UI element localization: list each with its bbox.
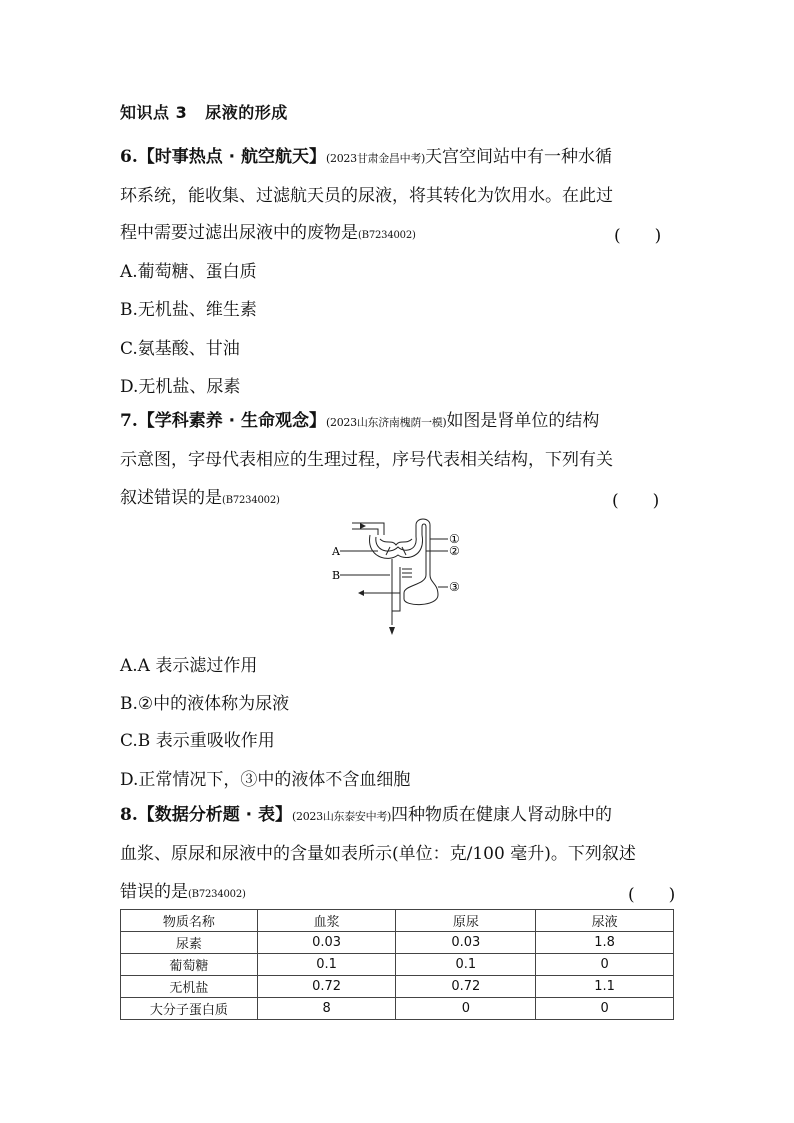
- q6-line3: [120, 221, 416, 248]
- q7-code: (B7234002): [222, 495, 280, 506]
- table-cell: 0.03: [257, 932, 396, 954]
- table-cell: 无机盐: [121, 976, 258, 998]
- table-row: [121, 976, 674, 998]
- q8-line3: [120, 880, 246, 907]
- q7-tag: 【学科素养 · 生命观念】: [137, 411, 327, 431]
- section-title: 尿液的形成: [205, 103, 288, 122]
- label-3: ③: [449, 580, 460, 594]
- table-cell: 0: [536, 954, 674, 976]
- table-cell: 大分子蛋白质: [121, 998, 258, 1020]
- q6-option-a[interactable]: A.葡萄糖、蛋白质: [120, 262, 257, 282]
- glomerulus: [380, 539, 412, 545]
- q7-line1: [120, 409, 599, 435]
- q6-answer-blank[interactable]: ( ): [614, 226, 662, 246]
- q7-line3: [120, 486, 280, 513]
- table-row: [121, 932, 674, 954]
- table-row: [121, 998, 674, 1020]
- q6-number: 6.: [120, 147, 138, 167]
- q8-text-1: 四种物质在健康人肾动脉中的: [391, 805, 613, 825]
- table-cell: 0.72: [396, 976, 536, 998]
- q8-answer-blank[interactable]: ( ): [628, 885, 676, 905]
- table-cell: 0.72: [257, 976, 396, 998]
- q7-number: 7.: [120, 411, 138, 431]
- q8-line2: 血浆、原尿和尿液中的含量如表所示(单位：克/100 毫升)。下列叙述: [120, 844, 636, 864]
- renal-tubule: [392, 559, 400, 611]
- q7-line2: 示意图，字母代表相应的生理过程，序号代表相关结构，下列有关: [120, 450, 613, 470]
- table-header: 血浆: [257, 910, 396, 932]
- q7-option-a[interactable]: A.A 表示滤过作用: [120, 656, 258, 676]
- q8-text-3: 错误的是: [120, 882, 188, 902]
- q8-source: (2023山东泰安中考): [292, 810, 392, 823]
- q7-option-c[interactable]: C.B 表示重吸收作用: [120, 731, 275, 751]
- q6-option-c[interactable]: C.氨基酸、甘油: [120, 339, 240, 359]
- table-row: [121, 954, 674, 976]
- q8-line1: [120, 803, 612, 829]
- table-cell: 1.8: [536, 932, 674, 954]
- q6-text-3: 程中需要过滤出尿液中的废物是: [120, 223, 358, 243]
- q7-source: (2023山东济南槐荫一模): [326, 416, 447, 429]
- table-header: 尿液: [536, 910, 674, 932]
- table-cell: 1.1: [536, 976, 674, 998]
- q6-option-b[interactable]: B.无机盐、维生素: [120, 300, 257, 320]
- q6-tag: 【时事热点 · 航空航天】: [137, 147, 327, 167]
- q6-code: (B7234002): [358, 230, 416, 241]
- label-1: ①: [449, 532, 460, 546]
- table-cell: 葡萄糖: [121, 954, 258, 976]
- table-header-row: [121, 910, 674, 932]
- q8-tag: 【数据分析题 · 表】: [137, 805, 293, 825]
- table-cell: 8: [257, 998, 396, 1020]
- q6-line2: 环系统，能收集、过滤航天员的尿液，将其转化为饮用水。在此过: [120, 186, 613, 206]
- section-prefix: 知识点 3: [120, 103, 188, 122]
- q7-text-3: 叙述错误的是: [120, 488, 222, 508]
- table-cell: 0.1: [257, 954, 396, 976]
- q7-option-d[interactable]: D.正常情况下，③中的液体不含血细胞: [120, 770, 411, 790]
- q6-option-d[interactable]: D.无机盐、尿素: [120, 377, 241, 397]
- nephron-diagram: [330, 515, 470, 641]
- section-heading: [120, 100, 288, 123]
- label-b: B: [332, 569, 341, 582]
- q6-source: (2023甘肃金昌中考): [326, 152, 426, 165]
- table-cell: 0: [396, 998, 536, 1020]
- label-a: A: [332, 545, 340, 558]
- label-2: ②: [449, 544, 460, 558]
- table-cell: 0.03: [396, 932, 536, 954]
- q7-option-b[interactable]: B.②中的液体称为尿液: [120, 694, 290, 714]
- q7-answer-blank[interactable]: ( ): [612, 491, 660, 511]
- table-cell: 0.1: [396, 954, 536, 976]
- q8-number: 8.: [120, 805, 138, 825]
- table-header: 物质名称: [121, 910, 258, 932]
- table-header: 原尿: [396, 910, 536, 932]
- q8-code: (B7234002): [188, 889, 246, 900]
- substance-table: [120, 909, 674, 1020]
- q7-text-1: 如图是肾单位的结构: [446, 411, 600, 431]
- q6-text-1: 天宫空间站中有一种水循: [425, 147, 613, 167]
- q6-line1: [120, 145, 612, 171]
- table-cell: 尿素: [121, 932, 258, 954]
- table-cell: 0: [536, 998, 674, 1020]
